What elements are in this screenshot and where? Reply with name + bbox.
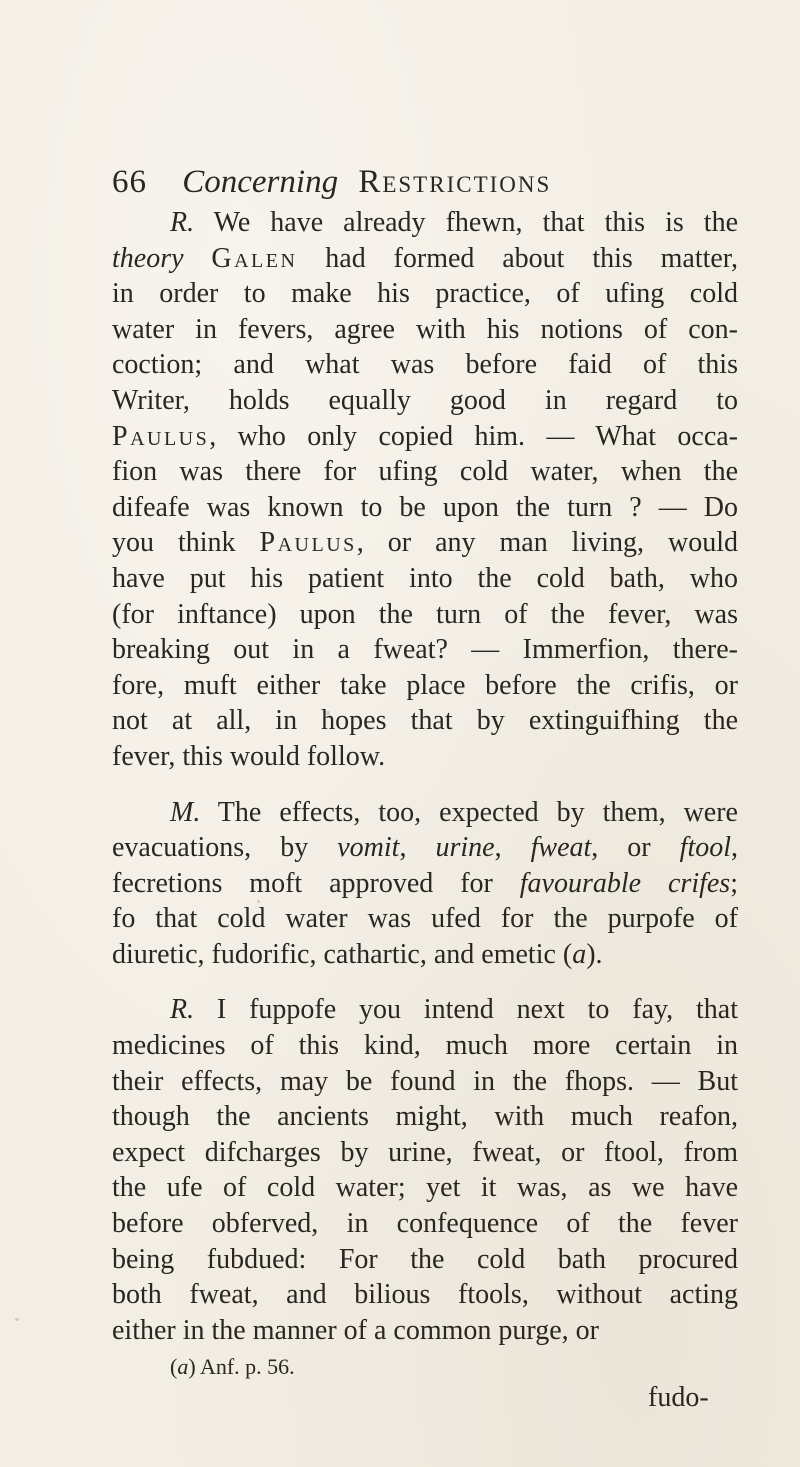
text-line xyxy=(112,1064,738,1100)
ink-speck xyxy=(326,711,330,715)
text-segment: , xyxy=(399,832,436,864)
text-segment: fion was there for ufing cold water, when the xyxy=(112,456,738,488)
text-segment: fecretions moft approved for xyxy=(112,867,520,899)
text-segment: The effects, too, expected by them, were xyxy=(200,796,738,828)
text-segment: I fuppofe you intend next to fay, that xyxy=(194,994,738,1026)
text-line xyxy=(112,992,738,1028)
text-line xyxy=(112,1313,738,1349)
text-line xyxy=(112,276,738,312)
ink-speck xyxy=(15,1318,19,1321)
text-segment: both fweat, and bilious ftools, without acting xyxy=(112,1279,738,1311)
footnote-text: Anf. p. 56. xyxy=(199,1354,295,1379)
page-header xyxy=(112,160,752,204)
text-segment: expect difcharges by urine, fweat, or ftool, from xyxy=(112,1136,738,1168)
text-line xyxy=(112,632,738,668)
text-line xyxy=(112,1277,738,1313)
italic-text: theory xyxy=(112,242,184,274)
text-segment: you think xyxy=(112,527,260,559)
text-line xyxy=(112,866,738,902)
text-segment: , or xyxy=(591,832,680,864)
text-line xyxy=(112,383,738,419)
text-line xyxy=(112,561,738,597)
text-line xyxy=(112,668,738,704)
text-segment: fore, muft either take place before the crifis, or xyxy=(112,669,738,701)
text-line xyxy=(112,703,738,739)
speaker-label: R. xyxy=(170,207,195,238)
proper-name: Paulus xyxy=(112,420,210,452)
text-segment: diuretic, fudorific, cathartic, and emetic ( xyxy=(112,938,573,970)
text-segment: being fubdued: For the cold bath procured xyxy=(112,1243,738,1275)
running-head-italic: Concerning xyxy=(182,164,339,200)
text-segment: the ufe of cold water; yet it was, as we have xyxy=(112,1172,738,1204)
text-segment: water in fevers, agree with his notions of con- xyxy=(112,313,738,345)
text-segment xyxy=(184,243,212,274)
text-segment: ; xyxy=(730,867,738,899)
text-line xyxy=(112,312,738,348)
italic-text: ftool xyxy=(679,832,732,864)
text-segment: , xyxy=(731,832,739,864)
text-line xyxy=(112,795,738,831)
text-segment: Writer, holds equally good in regard to xyxy=(112,384,738,416)
paragraph xyxy=(112,992,738,1348)
italic-text: a xyxy=(572,938,587,970)
text-line xyxy=(112,1028,738,1064)
text-line xyxy=(112,1206,738,1242)
text-line xyxy=(112,419,738,455)
text-line xyxy=(112,347,738,383)
speaker-label: R. xyxy=(170,994,195,1026)
italic-text: urine xyxy=(435,832,495,864)
paragraph xyxy=(112,795,738,973)
running-head-caps: Restrictions xyxy=(358,164,552,200)
text-segment: ). xyxy=(586,938,603,970)
catchword: fudo- xyxy=(648,1382,709,1413)
paragraph xyxy=(112,205,738,775)
text-line xyxy=(112,1099,738,1135)
text-line xyxy=(112,937,738,973)
text-segment: , xyxy=(494,832,531,864)
text-segment: had formed about this matter, xyxy=(297,242,739,274)
text-segment: fo that cold water was ufed for the purpofe of xyxy=(112,903,738,935)
text-line xyxy=(112,454,738,490)
text-segment: coction; and what was before faid of this xyxy=(112,349,738,381)
text-segment: difeafe was known to be upon the turn ? — Do xyxy=(112,491,738,523)
text-segment: medicines of this kind, much more certain in xyxy=(112,1030,738,1062)
text-line xyxy=(112,597,738,633)
text-segment: , or any man living, would xyxy=(356,527,738,559)
footnote: (a) Anf. p. 56. xyxy=(170,1354,295,1379)
proper-name: Galen xyxy=(211,242,298,274)
speaker-label: M. xyxy=(170,796,201,828)
text-segment: We have already fhewn, that this is the xyxy=(194,207,738,238)
text-segment: though the ancients might, with much reafon, xyxy=(112,1101,738,1133)
text-segment: before obferved, in confequence of the fever xyxy=(112,1208,738,1240)
text-line xyxy=(112,1170,738,1206)
text-segment: fever, this would follow. xyxy=(112,740,386,772)
text-segment: evacuations, by xyxy=(112,832,338,864)
text-line xyxy=(112,1242,738,1278)
text-line xyxy=(112,739,738,775)
italic-text: vomit xyxy=(337,832,400,864)
text-segment: , who only copied him. — What occa- xyxy=(209,420,738,452)
text-segment: (for inftance) upon the turn of the fever, was xyxy=(112,598,738,630)
italic-text: fweat xyxy=(530,832,592,864)
text-line xyxy=(112,901,738,937)
text-line xyxy=(112,1135,738,1171)
text-segment: not at all, in hopes that by extinguifhing the xyxy=(112,705,738,737)
text-segment: either in the manner of a common purge, or xyxy=(112,1314,599,1346)
text-segment: have put his patient into the cold bath, who xyxy=(112,562,738,594)
body-text xyxy=(112,205,738,1368)
text-line xyxy=(112,205,738,241)
text-line xyxy=(112,830,738,866)
italic-text: favourable crifes xyxy=(519,867,731,899)
text-segment: breaking out in a fweat? — Immerfion, there- xyxy=(112,634,738,666)
proper-name: Paulus xyxy=(259,527,357,559)
text-segment: in order to make his practice, of ufing cold xyxy=(112,278,738,310)
ink-speck xyxy=(257,900,260,903)
text-segment: their effects, may be found in the fhops. — But xyxy=(112,1065,738,1097)
text-line xyxy=(112,490,738,526)
footnote-marker: a xyxy=(177,1354,189,1379)
text-line xyxy=(112,241,738,277)
page-number: 66 xyxy=(112,164,147,200)
text-line xyxy=(112,525,738,561)
